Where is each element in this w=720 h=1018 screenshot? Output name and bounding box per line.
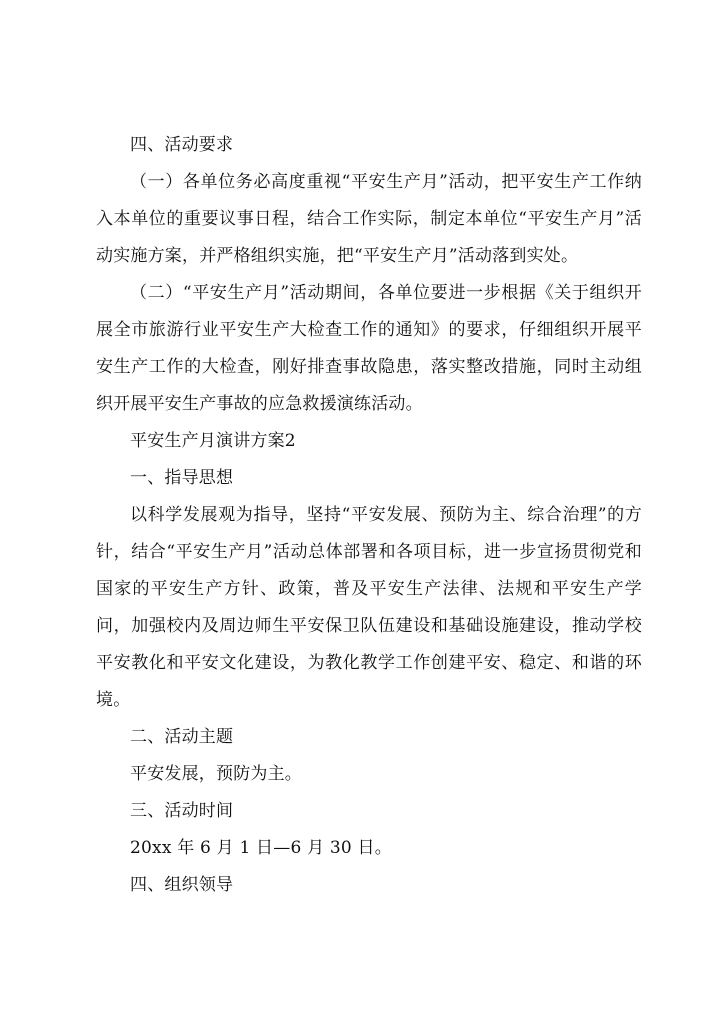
section-heading: 平安生产月演讲方案2 [130, 431, 296, 451]
section-heading: 三、活动时间 [130, 801, 234, 821]
body-paragraph: 以科学发展观为指导，坚持“平安发展、预防为主、综合治理”的方针，结合“平安生产月”活动总体部署和各项目标，进一步宣扬贯彻党和国家的平安生产方针、政策，普及平安生产法律、法规和平安生产学问，加强校内及周边师生平安保卫队伍建设和基础设施建设，推动学校平安教化和平安文化建设，为教化教学工作创建平安、稳定、和谐的环境。 [96, 505, 642, 710]
body-paragraph: 20xx 年 6 月 1 日—6 月 30 日。 [130, 838, 392, 858]
body-paragraph: （二）“平安生产月”活动期间，各单位要进一步根据《关于组织开展全市旅游行业平安生产大检查工作的通知》的要求，仔细组织开展平安生产工作的大检查，刚好排查事故隐患，落实整改措施，同时主动组织开展平安生产事故的应急救援演练活动。 [96, 283, 642, 414]
body-paragraph: （一）各单位务必高度重视“平安生产月”活动，把平安生产工作纳入本单位的重要议事日程，结合工作实际，制定本单位“平安生产月”活动实施方案，并严格组织实施，把“平安生产月”活动落到实处。 [96, 172, 642, 266]
section-heading: 二、活动主题 [130, 727, 234, 747]
section-heading: 四、组织领导 [130, 875, 234, 895]
section-heading: 一、指导思想 [130, 468, 234, 488]
section-heading: 四、活动要求 [130, 135, 234, 155]
body-paragraph: 平安发展，预防为主。 [130, 764, 302, 784]
document-body [96, 127, 642, 904]
